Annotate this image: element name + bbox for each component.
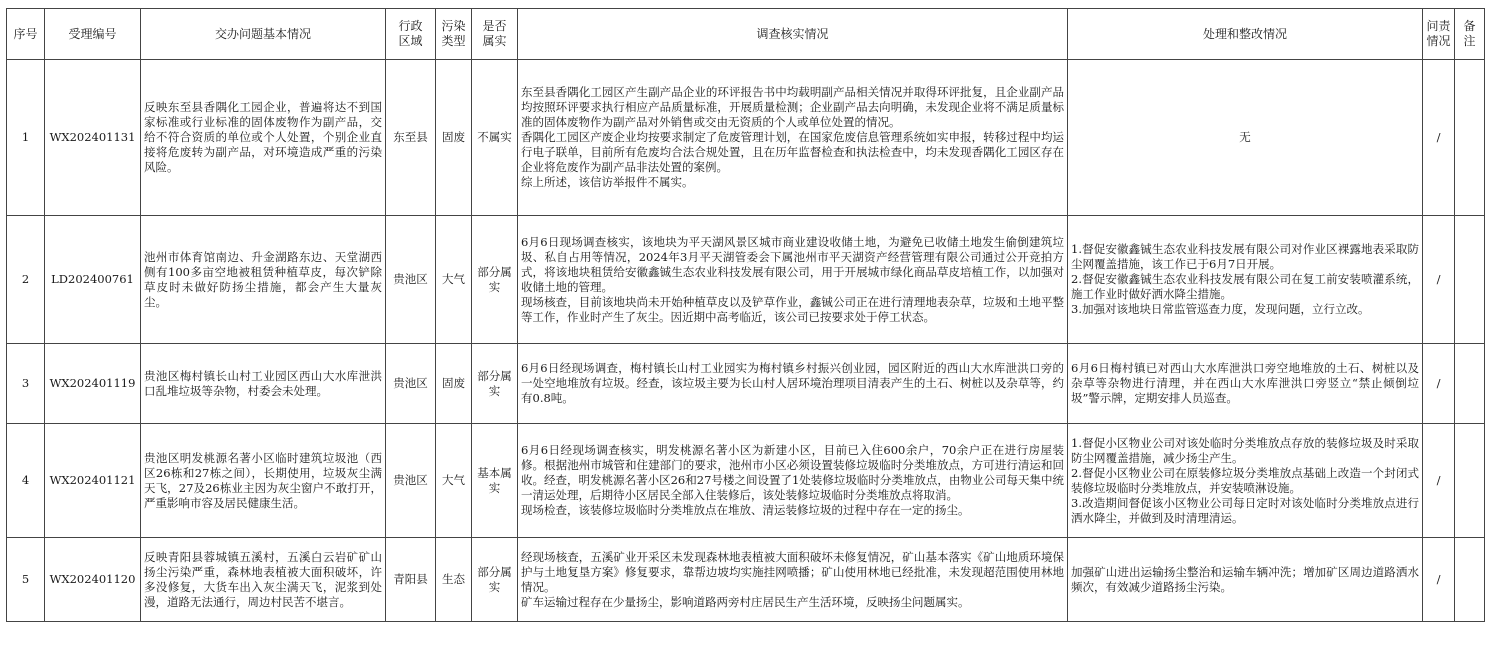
header-investigation: 调查核实情况: [518, 9, 1068, 60]
cell-region: 东至县: [386, 60, 436, 216]
cell-region: 贵池区: [386, 216, 436, 344]
cell-region: 青阳县: [386, 538, 436, 622]
cell-case-no: LD202400761: [45, 216, 141, 344]
cell-rectification: [1068, 60, 1423, 216]
cell-investigation-paragraph: 综上所述，该信访举报件不属实。: [521, 175, 694, 189]
cell-rectification-paragraph: 加强矿山进出运输扬尘整治和运输车辆冲洗；增加矿区周边道路洒水频次，有效减少道路扬尘污染。: [1071, 564, 1419, 594]
cell-problem: 反映青阳县蓉城镇五溪村，五溪白云岩矿矿山扬尘污染严重，森林地表植被大面积破坏，许多没修复，大货车出入灰尘满天飞，泥浆到处漫，道路无法通行，周边村民苦不堪言。: [141, 538, 386, 622]
cell-case-no: WX202401120: [45, 538, 141, 622]
cell-pollution: 固废: [436, 344, 472, 424]
cell-investigation-paragraph: 经现场核查，五溪矿业开采区未发现森林地表植被大面积破坏未修复情况，矿山基本落实《矿山地质环境保护与土地复垦方案》修复要求，靠帮边坡均实施挂网喷播；矿山使用林地已经批准，未发现超范围使用林地情况。: [521, 549, 1064, 594]
cell-pollution: 固废: [436, 60, 472, 216]
cell-investigation: [518, 60, 1068, 216]
cell-rectification-paragraph: 无: [1239, 130, 1251, 144]
header-rectification: 处理和整改情况: [1068, 9, 1423, 60]
cell-accountability: /: [1423, 424, 1455, 538]
cell-remark: [1455, 538, 1485, 622]
cell-accountability: /: [1423, 344, 1455, 424]
cell-rectification-paragraph: 1.督促安徽鑫铖生态农业科技发展有限公司对作业区裸露地表采取防尘网覆盖措施，该工作已于6月7日开展。: [1071, 242, 1419, 271]
table-row: [7, 344, 1485, 424]
cell-seq: 2: [7, 216, 45, 344]
header-region: 行政 区域: [386, 9, 436, 60]
cell-accountability: /: [1423, 216, 1455, 344]
cell-verified: 部分属实: [472, 538, 518, 622]
cell-rectification-paragraph: 3.加强对该地块日常监管巡查力度，发现问题，立行立改。: [1071, 302, 1370, 316]
cell-verified: 基本属实: [472, 424, 518, 538]
cell-problem: 反映东至县香隅化工园企业，普遍将达不到国家标准或行业标准的固体废物作为副产品，交给不符合资质的单位或个人处置，个别企业直接将危废转为副产品，对环境造成严重的污染风险。: [141, 60, 386, 216]
cell-rectification-paragraph: 2.督促安徽鑫铖生态农业科技发展有限公司在复工前安装喷灌系统，施工作业时做好洒水降尘措施。: [1071, 272, 1419, 301]
cell-seq: 3: [7, 344, 45, 424]
cell-remark: [1455, 216, 1485, 344]
cell-investigation-paragraph: 现场核查，目前该地块尚未开始种植草皮以及铲草作业，鑫铖公司正在进行清理地表杂草，垃圾和土地平整等工作，作业时产生了灰尘。因近期中高考临近，该公司已按要求处于停工状态。: [521, 294, 1064, 324]
header-pollution: 污染 类型: [436, 9, 472, 60]
cell-investigation-paragraph: 香隅化工园区产废企业均按要求制定了危废管理计划，在国家危废信息管理系统如实申报，转移过程中均运行电子联单，目前所有危废均合法合规处置，且在历年监督检查和执法检查中，均未发现香隅化工园区存在企业将危废作为副产品非法处置的案例。: [521, 130, 1064, 174]
table-row: [7, 60, 1485, 216]
header-verified: 是否 属实: [472, 9, 518, 60]
cell-pollution: 生态: [436, 538, 472, 622]
cell-pollution: 大气: [436, 216, 472, 344]
table-row: [7, 424, 1485, 538]
cell-investigation: [518, 344, 1068, 424]
cell-accountability: /: [1423, 538, 1455, 622]
cell-region: 贵池区: [386, 424, 436, 538]
table-row: [7, 538, 1485, 622]
cell-rectification-paragraph: 2.督促小区物业公司在原装修垃圾分类堆放点基础上改造一个封闭式装修垃圾临时分类堆放点，并安装喷淋设施。: [1071, 465, 1419, 495]
cell-rectification-paragraph: 3.改造期间督促该小区物业公司每日定时对该处临时分类堆放点进行洒水降尘，并做到及时清理清运。: [1071, 495, 1419, 525]
cell-seq: 5: [7, 538, 45, 622]
petition-table: [6, 8, 1485, 622]
cell-verified: 不属实: [472, 60, 518, 216]
header-row: [7, 9, 1485, 60]
cell-investigation: [518, 216, 1068, 344]
header-problem: 交办问题基本情况: [141, 9, 386, 60]
cell-verified: 部分属实: [472, 216, 518, 344]
cell-investigation-paragraph: 东至县香隅化工园区产生副产品企业的环评报告书中均载明副产品相关情况并取得环评批复，且企业副产品均按照环评要求执行相应产品质量标准，开展质量检测；企业副产品去向明确，未发现企业将不满足质量标准的固体废物作为副产品对外销售或交由无资质的个人或单位处置的情况。: [521, 85, 1064, 129]
cell-seq: 1: [7, 60, 45, 216]
cell-case-no: WX202401121: [45, 424, 141, 538]
cell-investigation-paragraph: 6月6日现场调查核实，该地块为平天湖风景区城市商业建设收储土地，为避免已收储土地发生偷倒建筑垃圾、私自占用等情况，2024年3月平天湖管委会下属池州市平天湖资产经营管理有限公司通过公开竞拍方式，将该地块租赁给安徽鑫铖生态农业科技发展有限公司，用于开展城市绿化商品草皮培植工作，以加强对收储土地的管理。: [521, 234, 1064, 294]
cell-rectification: [1068, 538, 1423, 622]
cell-investigation: [518, 424, 1068, 538]
cell-rectification-paragraph: 6月6日梅村镇已对西山大水库泄洪口旁空地堆放的土石、树桩以及杂草等杂物进行清理，并在西山大水库泄洪口旁竖立“禁止倾倒垃圾”警示牌，定期安排人员巡查。: [1071, 361, 1419, 405]
cell-remark: [1455, 424, 1485, 538]
cell-pollution: 大气: [436, 424, 472, 538]
cell-investigation-paragraph: 矿车运输过程存在少量扬尘，影响道路两旁村庄居民生产生活环境，反映扬尘问题属实。: [521, 594, 970, 609]
cell-rectification: [1068, 424, 1423, 538]
cell-problem: 贵池区梅村镇长山村工业园区西山大水库泄洪口乱堆垃圾等杂物，村委会未处理。: [141, 344, 386, 424]
cell-remark: [1455, 344, 1485, 424]
cell-investigation-paragraph: 6月6日经现场调查核实，明发桃源名著小区为新建小区，目前已入住600余户，70余户正在进行房屋装修。根据池州市城管和住建部门的要求，池州市小区必须设置装修垃圾临时分类堆放点，方可进行清运和回收。经查，明发桃源名著小区26和27号楼之间设置了1处装修垃圾临时分类堆放点，由物业公司每天集中统一清运处理，后期待小区居民全部入住装修后，该处装修垃圾临时分类堆放点将取消。: [521, 443, 1064, 502]
cell-case-no: WX202401131: [45, 60, 141, 216]
cell-remark: [1455, 60, 1485, 216]
cell-investigation-paragraph: 6月6日经现场调查，梅村镇长山村工业园实为梅村镇乡村振兴创业园，园区附近的西山大水库泄洪口旁的一处空地堆放有垃圾。经查，该垃圾主要为长山村人居环境治理项目清表产生的土石、树桩以及杂草等，约有0.8吨。: [521, 361, 1064, 405]
header-seq: 序号: [7, 9, 45, 60]
cell-rectification: [1068, 216, 1423, 344]
header-remark: 备 注: [1455, 9, 1485, 60]
cell-accountability: /: [1423, 60, 1455, 216]
cell-verified: 部分属实: [472, 344, 518, 424]
header-accountability: 问责 情况: [1423, 9, 1455, 60]
cell-rectification: [1068, 344, 1423, 424]
cell-problem: 池州市体育馆南边、升金湖路东边、天堂湖西侧有100多亩空地被租赁种植草皮，每次铲除草皮时未做好防扬尘措施，都会产生大量灰尘。: [141, 216, 386, 344]
cell-rectification-paragraph: 1.督促小区物业公司对该处临时分类堆放点存放的装修垃圾及时采取防尘网覆盖措施，减少扬尘产生。: [1071, 435, 1419, 465]
cell-problem: 贵池区明发桃源名著小区临时建筑垃圾池（西区26栋和27栋之间），长期使用，垃圾灰尘满天飞，27及26栋业主因为灰尘窗户不敢打开，严重影响市容及居民健康生活。: [141, 424, 386, 538]
cell-investigation-paragraph: 现场检查，该装修垃圾临时分类堆放点在堆放、清运装修垃圾的过程中存在一定的扬尘。: [521, 503, 970, 517]
cell-investigation: [518, 538, 1068, 622]
header-case-no: 受理编号: [45, 9, 141, 60]
cell-region: 贵池区: [386, 344, 436, 424]
cell-case-no: WX202401119: [45, 344, 141, 424]
cell-seq: 4: [7, 424, 45, 538]
table-row: [7, 216, 1485, 344]
